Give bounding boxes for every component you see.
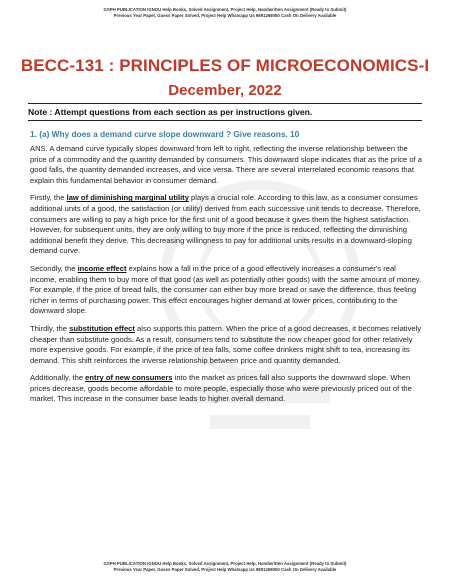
footer-line-1: GSPH PUBLICATION IGNOU Help Books, Solved Assignment, Project Help, Handwritten Assignment (Ready to Submit) <box>103 561 347 566</box>
term-entry-new-consumers: entry of new consumers <box>85 373 173 383</box>
paragraph-5-text: Additionally, the <box>30 373 86 383</box>
paragraph-2-text-cont: plays a crucial role. According to this law, as a consumer consumes additional units of a good, the satisfaction (or utility) derived from each successive unit tends to decrease. Therefore, consumers are willing to pay a high price for the first unit of a good because it gives them the highest satisfaction. However, for subsequent units, they are only willing to buy more if the price is reduced, reflecting the diminishing additional benefit they derive. This decreasing willingness to pay for additional units results in a downward-sloping demand curve. <box>30 193 421 256</box>
paragraph-3 <box>30 264 422 317</box>
page-title: BECC-131 : PRINCIPLES OF MICROECONOMICS-I <box>20 56 430 75</box>
exam-date: December, 2022 <box>168 82 282 99</box>
paragraph-3-text: Secondly, the <box>30 263 78 273</box>
paragraph-4-text-cont: also supports this pattern. When the price of a good decreases, it becomes relatively cheaper than substitute goods. As a result, consumers tend to substitute the now cheaper good for other relatively more expensive goods. For example, if the price of tea falls, some coffee drinkers might shift to tea, increasing its demand. This shift reinforces the inverse relationship between price and quantity demanded. <box>30 323 422 365</box>
term-substitution-effect: substitution effect <box>69 323 135 333</box>
paragraph-4 <box>30 324 422 366</box>
paragraph-1: ANS. A demand curve typically slopes downward from left to right, reflecting the inverse relationship between the price of a commodity and the quantity demanded by consumers. This downward slope indicates that as the price of a good falls, the quantity demanded increases, and vice versa. There are several interrelated economic reasons that explain this fundamental behavior in consumer demand. <box>30 144 422 185</box>
answer-body <box>30 144 422 412</box>
paragraph-3-text-cont: explains how a fall in the price of a good effectively increases a consumer's real income, enabling them to buy more of that good (as well as potentially other goods) with the same amount of money. For example, if the price of bread falls, the consumer can either buy more bread or save the difference, thus feeling richer in terms of purchasing power. This effect encourages higher demand at lower prices, contributing to the downward slope. <box>30 263 422 316</box>
paragraph-4-text: Thirdly, the <box>30 323 70 333</box>
paragraph-2-text: Firstly, the <box>30 193 67 203</box>
paragraph-5 <box>30 373 422 405</box>
footer-line-2: Previous Year Paper, Guess Paper Solved, Project Help Whatsapp Us 9891268050 Cash On Delivery Available <box>113 567 337 572</box>
paragraph-5-text-cont: into the market as prices fall also supports the downward slope. When prices decrease, goods become affordable to more people, especially those who were previously priced out of the market. This increase in the consumer base leads to higher overall demand. <box>30 373 412 404</box>
header-line-2: Previous Year Paper, Guess Paper Solved, Project Help Whatsapp Us 9891268050 Cash On Delivery Available <box>113 13 337 18</box>
page-footer <box>30 561 420 573</box>
header-line-1: GSPH PUBLICATION IGNOU Help Books, Solved Assignment, Project Help, Handwritten Assignment (Ready to Submit) <box>103 7 347 12</box>
note-bar: Note : Attempt questions from each section as per instructions given. <box>28 103 422 121</box>
paragraph-2 <box>30 193 422 257</box>
term-diminishing-marginal-utility: law of diminishing marginal utility <box>66 193 189 203</box>
question-heading: 1. (a) Why does a demand curve slope downward ? Give reasons. 10 <box>30 129 300 139</box>
page-header <box>30 7 420 19</box>
term-income-effect: income effect <box>77 263 127 273</box>
